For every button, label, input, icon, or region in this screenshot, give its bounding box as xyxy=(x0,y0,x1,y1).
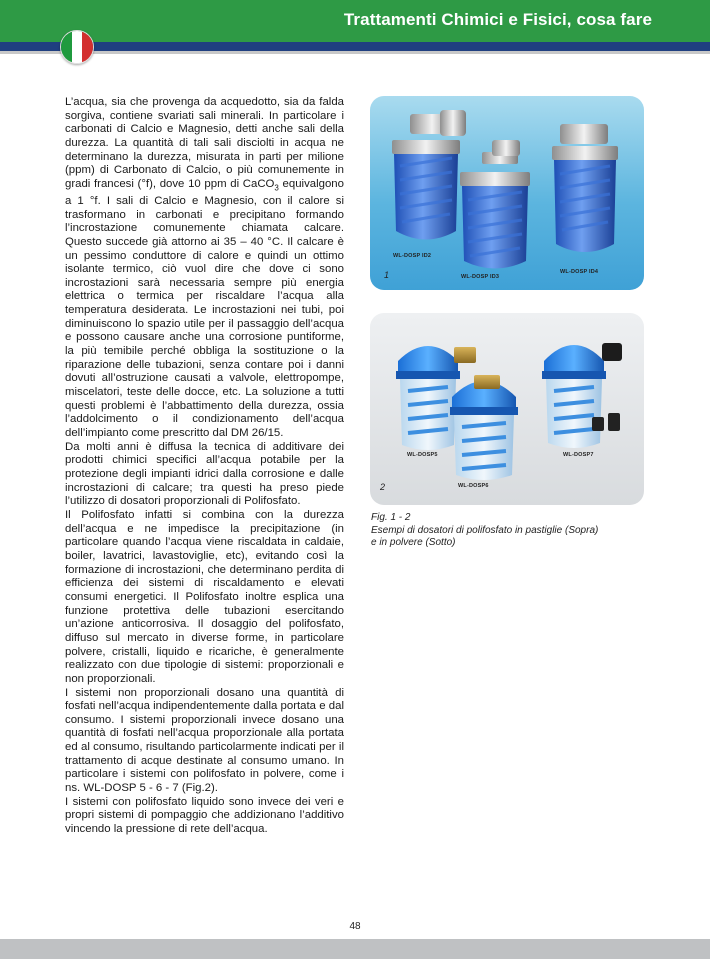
figure-1-illustration xyxy=(370,96,644,290)
figure-1-label-id4: WL-DOSP ID4 xyxy=(560,269,599,275)
figure-1-photo xyxy=(370,96,644,290)
header-stripe-gray xyxy=(0,51,710,54)
italian-flag-icon xyxy=(60,30,94,64)
paragraph-3: Il Polifosfato infatti si combina con la durezza dell’acqua e ne impedisce la precipitazione (in particolare quando l’acqua viene riscaldata in caldaie, boiler, lavatrici, lavastoviglie, etc), evitando così la formazione di incrostazioni, che determinano perdita di efficienza dei sistemi di riscaldamento e elevati consumi energetici. Il Polifosfato inoltre esplica una funzione protettiva delle tubazioni esercitando un’azione anticorrosiva. Il dosaggio del polifosfato, diffuso sul mercato in diverse forme, in particolare polvere, cristalli, liquido e ricariche, è generalmente realizzato con due tipologie di sistemi: proporzionali e non proporzionali. xyxy=(65,508,344,685)
paragraph-2: Da molti anni è diffusa la tecnica di additivare dei prodotti chimici specifici all’acqua potabile per la protezione degli impianti idrici dalla corrosione e dalle incrostazioni di calcare; tra questi ha preso piede l’utilizzo di dosatori proporzionali di Polifosfato. xyxy=(65,440,344,508)
caption-line-2: e in polvere (Sotto) xyxy=(371,537,456,548)
paragraph-5: I sistemi con polifosfato liquido sono invece dei veri e propri sistemi di pompaggio che addizionano l’additivo vincendo la pressione di rete dell’acqua. xyxy=(65,795,344,836)
figure-2-label-dosp5: WL-DOSP5 xyxy=(407,452,438,458)
caption-fig: Fig. 1 - 2 xyxy=(371,512,411,523)
page-number: 48 xyxy=(349,921,361,932)
header-banner xyxy=(0,0,710,42)
header-stripe-blue xyxy=(0,42,710,51)
page-title: Trattamenti Chimici e Fisici, cosa fare xyxy=(343,10,652,29)
figure-1-label-id3: WL-DOSP ID3 xyxy=(461,274,500,280)
figure-1-number: 1 xyxy=(384,270,390,280)
figure-2-label-dosp7: WL-DOSP7 xyxy=(563,452,594,458)
paragraph-4: I sistemi non proporzionali dosano una quantità di fosfati nell’acqua indipendentemente dalla portata e dal consumo. I sistemi proporzionali invece dosano una quantità di fosfati nell’acqua proporzionale alla portata ed al consumo, risultando particolarmente indicati per il trattamento di acque destinate al consumo umano. In particolare i sistemi con polifosfato in polvere, come i ns. WL-DOSP 5 - 6 - 7 (Fig.2). xyxy=(65,686,344,795)
figure-2-photo xyxy=(370,313,644,505)
figure-2-illustration xyxy=(370,313,644,505)
figure-caption xyxy=(371,512,641,550)
body-text xyxy=(65,96,344,837)
figure-2-number: 2 xyxy=(380,482,386,492)
paragraph-1: L’acqua, sia che provenga da acquedotto, sia da falda sorgiva, contiene svariati sali minerali. In particolare i carbonati di Calcio e Magnesio, detti anche sali della durezza. La quantità di tali sali disciolti in acqua ne determinano la durezza, misurata in parti per milione (ppm) di Carbonato di Calcio, o più comunemente in gradi francesi (°f), dove 10 ppm di CaCO$_3$ equivalgono a 1 °f. I sali di Calcio e Magnesio, con il calore si trasformano in carbonati e precipitano formando l’incrostazione comunemente chiamata calcare. Questo succede già attorno ai 35 – 40 °C. Il calcare è un pessimo conduttore di calore e quindi un ottimo isolante termico, ciò vuol dire che dove ci sono incrostazioni sarà necessaria sempre più energia elettrica o termica per riscaldare l’acqua alla temperatura desiderata. Le incrostazioni nei tubi, poi diminuiscono lo spazio utile per il passaggio dell’acqua e possono causare anche una corrosione puntiforme, la più temibile perché obbliga la sostituzione o la riparazione delle tubazioni, senza contare poi i danni dovuti all’ostruzione causati a valvole, elettropompe, miscelatori, teste delle docce, etc. La soluzione a tutti questi problemi è l’abbattimento della durezza, ossia l’addolcimento o il condizionamento dell’acqua dell’impianto come prescritto dal DM 26/15. xyxy=(65,96,344,440)
figure-2-label-dosp6: WL-DOSP6 xyxy=(458,483,489,489)
figure-1-label-id2: WL-DOSP ID2 xyxy=(393,253,432,259)
footer-bar xyxy=(0,939,710,959)
caption-line-1: Esempi di dosatori di polifosfato in pastiglie (Sopra) xyxy=(371,524,599,536)
